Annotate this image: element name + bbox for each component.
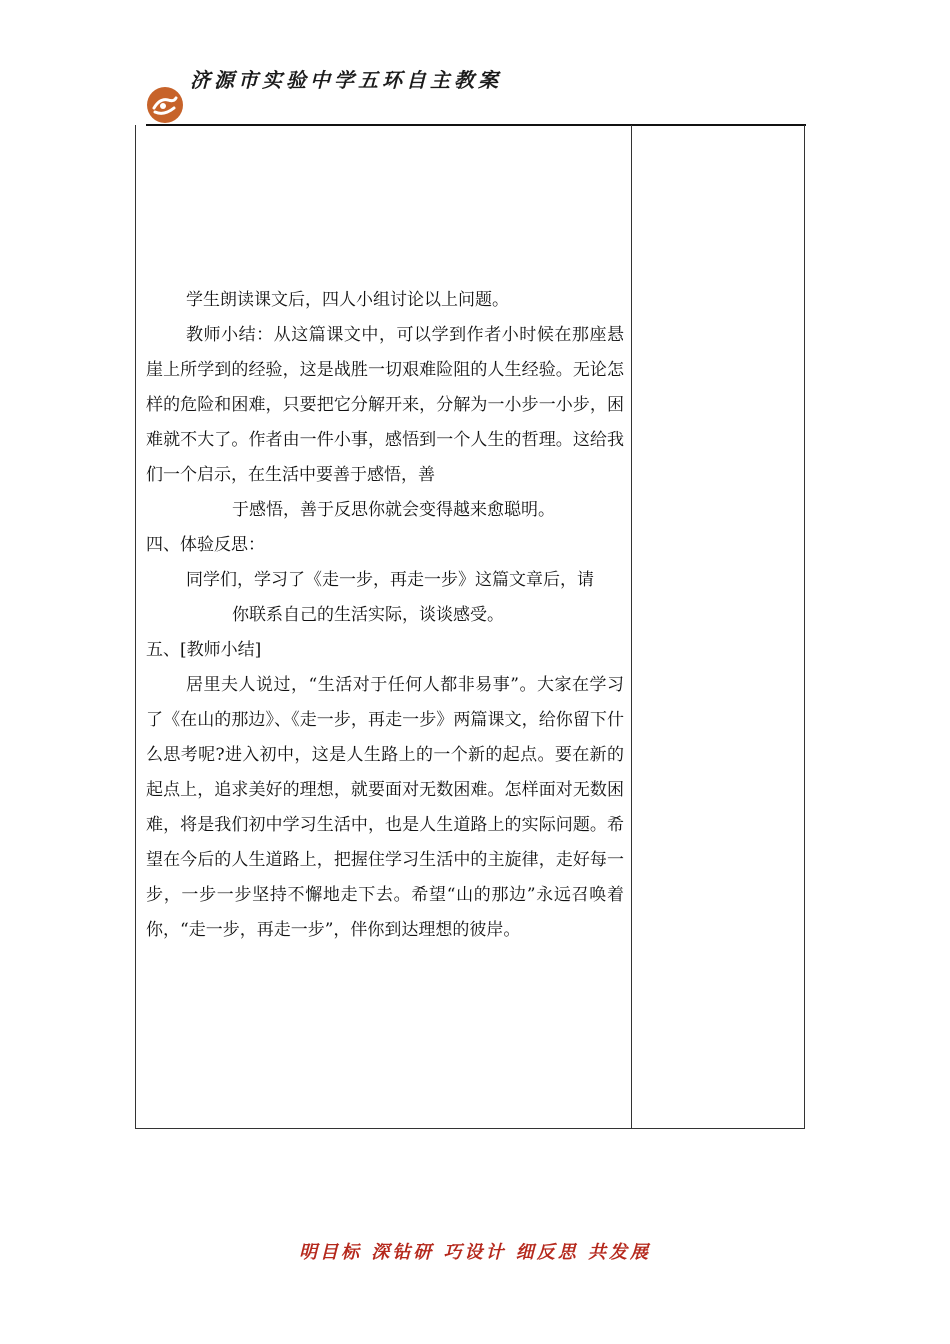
section-heading-reflection: 四、体验反思： [146, 535, 265, 555]
paragraph-closing: 居里夫人说过，“生活对于任何人都非易事”。大家在学习了《在山的那边》、《走一步，再走一步》两篇课文，给你留下什么思考呢?进入初中，这是人生路上的一个新的起点。要在新的起点上，追求美好的理想，就要面对无数困难。怎样面对无数困难，将是我们初中学习生活中，也是人生道路上的实际问题。希望在今后的人生道路上，把握住学习生活中的主旋律，走好每一步，一步一步坚持不懈地走下去。希望“山的那边”永远召唤着你，“走一步，再走一步”，伴你到达理想的彼岸。 [146, 675, 624, 940]
lesson-content [146, 283, 624, 948]
header-title: 济源市实验中学五环自主教案 [190, 68, 502, 92]
paragraph-summary-end: 于感悟，善于反思你就会变得越来愈聪明。 [232, 500, 555, 520]
paragraph-reflection-prompt: 同学们，学习了《走一步，再走一步》这篇文章后，请 [186, 570, 594, 590]
column-divider [631, 125, 632, 1128]
school-logo-icon [146, 86, 184, 124]
paragraph-reflection-end: 你联系自己的生活实际，谈谈感受。 [232, 605, 504, 625]
paragraph-teacher-summary: 教师小结：从这篇课文中，可以学到作者小时候在那座悬崖上所学到的经验，这是战胜一切艰难险阻的人生经验。无论怎样的危险和困难，只要把它分解开来，分解为一小步一小步，困难就不大了。作者由一件小事，感悟到一个人生的哲理。这给我们一个启示，在生活中要善于感悟，善 [146, 325, 624, 485]
footer-motto: 明目标 深钻研 巧设计 细反思 共发展 [298, 1242, 652, 1263]
lesson-table [135, 125, 805, 1129]
section-heading-teacher-summary: 五、[教师小结] [146, 640, 262, 660]
paragraph-discussion: 学生朗读课文后，四人小组讨论以上问题。 [186, 290, 509, 310]
